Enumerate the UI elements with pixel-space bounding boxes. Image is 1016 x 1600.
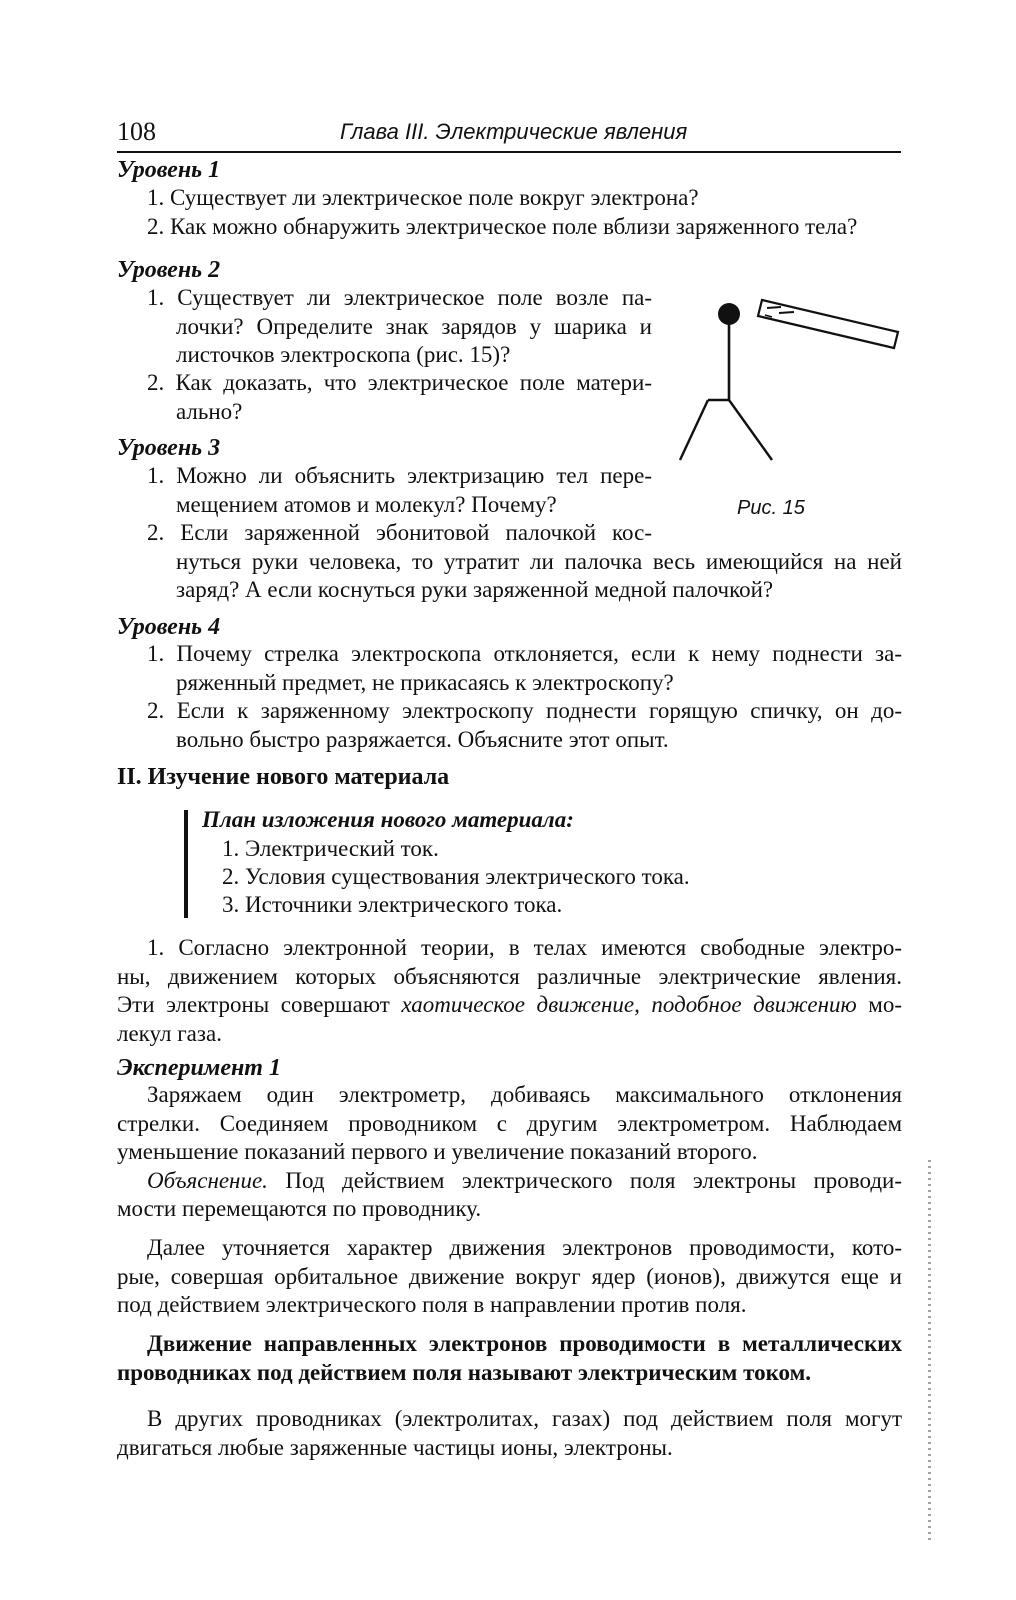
text-line: 1. Согласно электронной теории, в телах имеются свободные электро- [147, 935, 902, 960]
electroscope-leaf-right [729, 400, 772, 460]
text-line: ны, движением которых объясняются различные электрические явления. [117, 963, 902, 989]
plan-item-2: 2. Условия существования электрического тока. [222, 864, 690, 889]
level-2-question-1 [147, 284, 652, 370]
plan-title: План изложения нового материала: [202, 807, 574, 832]
text-line: под действием электрического поля в направлении против поля. [117, 1292, 747, 1317]
level-1-question-1: 1. Существует ли электрическое поле вокруг электрона? [147, 185, 699, 210]
level-1-heading: Уровень 1 [117, 157, 221, 183]
text-line: В других проводниках (электролитах, газах) под действием поля могут [147, 1406, 902, 1431]
text-line [117, 991, 902, 1020]
paragraph-electron-theory [117, 934, 902, 1048]
level-4-question-1 [147, 640, 902, 697]
text-line [117, 1167, 902, 1196]
level-4-question-2 [147, 697, 902, 754]
text-line: 1. Существует ли электрическое поле возле па- [147, 285, 652, 310]
text-line: ряженный предмет, не прикасаясь к электроскопу? [176, 669, 674, 695]
level-3-question-2 [147, 519, 902, 605]
text-run: Под действием электрического поля электроны проводи- [267, 1167, 902, 1193]
explanation-label: Объяснение. [147, 1167, 268, 1193]
definition-electric-current [117, 1330, 902, 1387]
level-2-heading: Уровень 2 [117, 257, 221, 283]
scan-edge-noise [928, 1160, 931, 1540]
plan-item-1: 1. Электрический ток. [222, 836, 439, 861]
text-run: Эти электроны совершают [117, 992, 402, 1017]
text-line: рые, совершая орбитальное движение вокруг ядер (ионов), движутся еще и [117, 1263, 902, 1289]
level-2-question-2 [147, 369, 652, 426]
text-line: 1. Можно ли объяснить электризацию тел пере- [147, 463, 652, 488]
text-line: лекул газа. [117, 1020, 222, 1046]
text-line: Далее уточняется характер движения электронов проводимости, кото- [147, 1235, 902, 1260]
text-line: вольно быстро разряжается. Объясните этот опыт. [176, 726, 669, 752]
charged-rod-icon [758, 300, 898, 348]
electroscope-figure [668, 288, 908, 473]
text-line: мещением атомов и молекул? Почему? [176, 491, 557, 517]
electroscope-leaf-left [680, 400, 708, 460]
text-line: листочков электроскопа (рис. 15)? [176, 342, 511, 367]
text-line: лочки? Определите знак зарядов у шарика и [176, 313, 652, 339]
text-line: 2. Как доказать, что электрическое поле матери- [147, 370, 652, 395]
plan-item-3: 3. Источники электрического тока. [222, 892, 563, 917]
experiment-description [117, 1081, 902, 1224]
text-line: нуться руки человека, то утратит ли палочка весь имеющийся на ней [176, 548, 902, 574]
figure-caption: Рис. 15 [737, 497, 805, 519]
text-line: проводниках под действием поля называют электрическим током. [117, 1359, 811, 1385]
text-line: Движение направленных электронов проводимости в металлических [147, 1331, 902, 1356]
text-line: заряд? А если коснуться руки заряженной медной палочкой? [176, 577, 774, 602]
paragraph-conduction-electrons [117, 1234, 902, 1320]
experiment-heading: Эксперимент 1 [117, 1055, 281, 1081]
header-rule [117, 151, 901, 153]
level-3-heading: Уровень 3 [117, 435, 221, 461]
text-line: мости перемещаются по проводнику. [117, 1196, 482, 1221]
text-line: уменьшение показаний первого и увеличение показаний второго. [117, 1139, 758, 1164]
italic-text-run: хаотическое движение, подобное движению [401, 992, 857, 1017]
level-4-heading: Уровень 4 [117, 614, 221, 640]
chapter-title: Глава III. Электрические явления [340, 119, 688, 144]
text-line: Заряжаем один электрометр, добиваясь максимального отклонения [147, 1082, 902, 1107]
text-line: 2. Если заряженной эбонитовой палочкой кос- [147, 520, 652, 545]
level-1-question-2: 2. Как можно обнаружить электрическое поле вблизи заряженного тела? [147, 214, 858, 239]
level-3-question-1 [147, 462, 652, 519]
text-run: мо- [856, 992, 902, 1017]
text-line: ально? [176, 398, 243, 424]
text-line: двигаться любые заряженные частицы ионы, электроны. [117, 1434, 673, 1460]
text-line: 1. Почему стрелка электроскопа отклоняется, если к нему поднести за- [147, 641, 902, 666]
page-number: 108 [117, 117, 156, 146]
paragraph-other-conductors [117, 1405, 902, 1462]
plan-sidebar-rule [184, 810, 188, 918]
text-line: 2. Если к заряженному электроскопу поднести горящую спичку, он до- [147, 698, 902, 723]
section-heading: II. Изучение нового материала [117, 764, 450, 790]
text-line: стрелки. Соединяем проводником с другим электрометром. Наблюдаем [117, 1110, 902, 1136]
